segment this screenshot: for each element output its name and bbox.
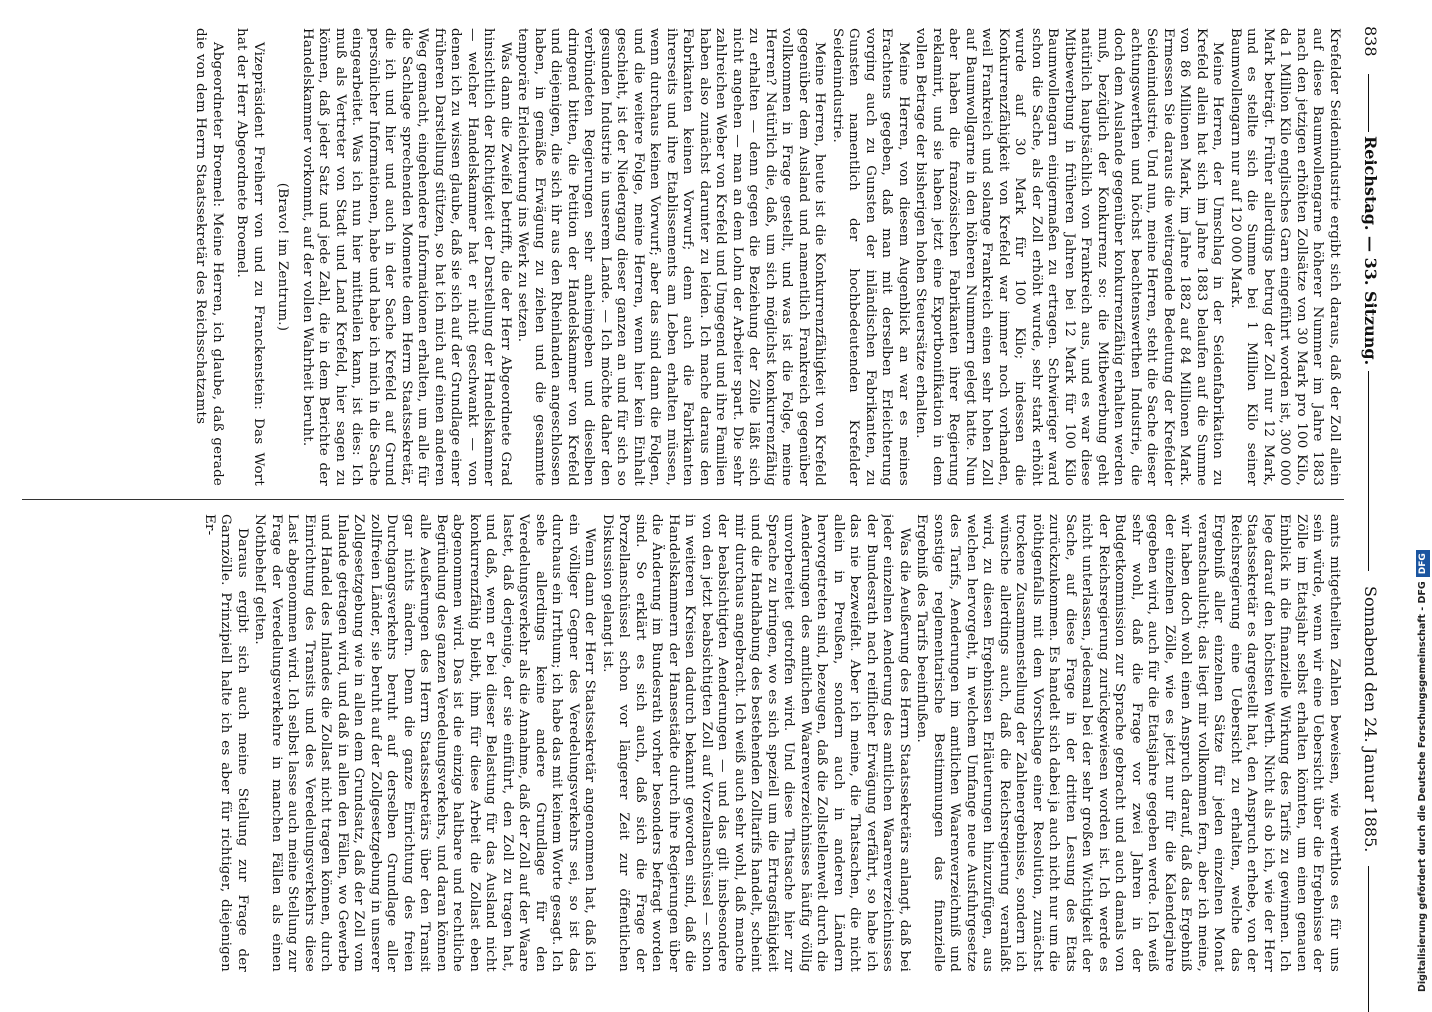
speaker-paragraph: Abgeordneter Broemel: Meine Herren, ich glaube, daß gerade die von dem Herrn Staatssekretär des Reichsschatzamts <box>193 28 225 486</box>
digitization-credit <box>1414 0 1432 1000</box>
session-title: Reichstag. — 33. Sitzung. <box>1361 136 1380 366</box>
page-header <box>1356 26 1380 986</box>
column-divider <box>22 499 1344 500</box>
paragraph: Was die Aeußerung des Herrn Staatssekretärs anlangt, daß bei jeder einzelnen Aenderung des amtlichen Waarenverzeichnisses der Bundesrath nach reiflicher Erwägung verfährt, so habe ich das nie bezweifelt. Aber ich meine, die Thatsachen, die nicht allein in Preußen, sondern auch in anderen Ländern hervorgetreten sind, bezeugen, daß die Zollstellenwelt durch die Aenderungen des amtlichen Waarenverzeichnisses häufig völlig unvorbereitet getroffen wird. Und diese Thatsache hier zur Sprache zu bringen, wo es sich speziell um die Ertragsfähigkeit und die Handhabung des bestehenden Zolltarifs handelt, scheint mir durchaus angebracht. Ich weiß auch sehr wohl, daß manche der beabsichtigten Aenderungen — und das gilt insbesondere von den jetzt beabsichtigten Zoll auf Vorzellanschüssel — schon in weiteren Kreisen dadurch bekannt geworden sind, daß die Handelskammern der Hansestädte durch ihre Regierungen über die Änderung im Bundesrath vorher besonders befragt worden sind. So erklärt es sich auch, daß sich die Frage der Porzellanschüssel schon vor längerer Zeit zur öffentlichen Diskussion gelangt ist. <box>600 514 912 972</box>
paragraph: Krefelder Seidenindustrie ergibt sich daraus, daß der Zoll allein auf diese Baumwollengarne höherer Nummer im Jahre 1883 nach den jetzigen erhöhten Zollsätze von 30 Mark pro 100 Kilo, da 1 Million Kilo englisches Garn eingeführt worden ist, 300 000 Mark beträgt. Früher allerdings betrug der Zoll nur 12 Mark, und es stellte sich die Summe bei 1 Million Kilo seiner Baumwollengarn nur auf 120 000 Mark. <box>1228 28 1342 486</box>
applause-note: (Bravo! im Zentrum.) <box>275 182 291 332</box>
header-rule-right <box>1368 866 1369 1012</box>
right-column <box>20 514 1342 972</box>
page-number: 838 <box>1361 26 1380 57</box>
paragraph: Meine Herren, heute ist die Konkurrenzfähigkeit von Krefeld gegenüber dem Ausland und namentlich Frankreich gegenüber vollkommen in Frage gestellt, und was ist die Folge, meine Herren? Natürlich die, daß, um sich möglichst konkurrenzfähig zu erhalten — denn gegen die Beziehung der Zölle läßt sich nicht angehen — man an dem Lohn der Arbeiter spart. Die sehr zahlreichen Weber von Krefeld und Umgegend und ihre Familien haben also zunächst darunter zu leiden. Ich mache daraus den Fabrikanten keinen Vorwurf; denn auch die Fabrikanten ihrerseits und ihre Etablissements am Leben erhalten müssen, wenn durchaus keinen Vorwurf; aber das sind dann die Folgen, und die weitere Folge, meine Herren, wenn hier kein Einhalt geschieht, ist der Niedergang dieser ganzen an und für sich so gesunden Industrie in unserem Lande. — Ich möchte daher den verbündeten Regierungen sehr anheimgeben und dieselben dringend bitten, die Petition der Handelskammer von Krefeld und diejenigen, die sich ihr aus den Rheinlanden angeschlossen haben, in gemäße Erwägung zu ziehen und die gesammte temporäre Erleichterung ins Werk zu setzen. <box>515 28 828 486</box>
credit-text: Digitalisierung gefördert durch die Deutsche Forschungsgemeinschaft - DFG <box>1417 581 1428 992</box>
paragraph: Meine Herren, der Umschlag in der Seidenfabrikation zu Krefeld allein hat sich im Jahre 1883 belaufen auf die Summe von 86 Millionen Mark, im Jahre 1882 auf 84 Millionen Mark. Ermessen Sie daraus die weitragende Bedeutung der Krefelder Seidenindustrie. Und nun, meine Herren, steht die Sache dieser achtungswerthen und höchst beachtenswerthen Industrie, die doch dem Auslande gegenüber konkurrenzfähig erhalten werden muß, bezüglich der Konkurrenz so: die Mitbewerbung geht natürlich hauptsächlich von Frankreich aus, und es war diese Mitbewerbung in früheren Jahren bei 12 Mark für 100 Kilo Baumwollengarn einigermaßen zu ertragen. Schwieriger ward schon die Sache, als der Zoll erhöht wurde, sehr stark erhöht wurde auf 30 Mark für 100 Kilo; indessen die Konkurrenzfähigkeit von Krefeld war immer noch vorhanden, weil Frankreich und solange Frankreich einen sehr hohen Zoll auf Baumwollgarne in den höheren Nummern gelegt hatte. Nun aber haben die französischen Fabrikanten ihrer Regierung reklamirt, und sie haben jetzt eine Exportbonifikation in dem vollen Betrage der bisherigen hohen Steuersätze erhalten. <box>913 28 1226 486</box>
paragraph: Daraus ergibt sich auch meine Stellung zur Frage der Garnzölle. Prinzipiell halte ich es aber für richtiger, diejenigen Er- <box>202 514 250 972</box>
paragraph: Wenn dann der Herr Staatssekretär angenommen hat, daß ich ein völliger Gegner des Veredelungsverkehrs sei, so ist das durchaus ein Irrthum; ich habe das mit keinem Worte gesagt. Ich sehe allerdings keine andere Grundlage für den Veredelungsverkehr als die Annahme, daß der Zoll auf der Waare lastet, daß derjenige, der sie einführt, den Zoll zu tragen hat, und daß, wenn er bei dieser Belastung für das Ausland nicht konkurrenzfähig bleibt, ihm für diese Arbeit die Zollast eben abgenommen wird. Das ist die einzige haltbare und rechtliche Begründung des ganzen Veredelungsverkehrs, und daran können alle Aeußerungen des Herrn Staatssekretärs über den Transit gar nichts ändern. Denn die ganze Einrichtung des freien Durchgangsverkehrs beruht auf derselben Grundlage aller zollfreien Länder, sie beruht auf der Zollgesetzgebung in unserer Zollgesetzgebung wie in allen dem Grundsatz, daß der Zoll vom Inlande getragen wird, und daß in allen den Fällen, wo Gewerbe und Handel des Inlandes die Zollast nicht tragen können, durch Einrichtung des Transits und des Veredelungsverkehrs diese Last abgenommen wird. Ich selbst lasse auch meine Stellung zur Frage der Veredelungsverkehre in manchen Fällen als einen Nothbehelf gelten. <box>252 514 598 972</box>
left-column <box>20 28 1342 486</box>
paragraph: amts mitgetheilten Zahlen beweisen, wie werthlos es für uns sein würde, wenn wir eine Uebersicht über die Ergebnisse der Zölle im Etatsjahr selbst erhalten könnten, um einen genauen Einblick in die finanzielle Wirkung des Tarifs zu gewinnen. Ich lege darauf den höchsten Werth. Nicht als ob ich, wie der Herr Staatssekretär es dargestellt hat, den Anspruch erhebe, von der Reichsregierung eine Uebersicht zu erhalten, welche das Ergebniß aller einzelnen Sätze für jeden einzelnen Monat veranschaulicht; das liegt mir vollkommen fern, aber ich meine, wir haben doch wohl einen Anspruch darauf, daß das Ergebniß der einzelnen Zölle, wie es jetzt nur für die Kalenderjahre gegeben wird, auch für die Etatsjahre gegeben werde. Ich weiß sehr wohl, daß die Frage vor zwei Jahren in der Budgetkommission zur Sprache gebracht und auch damals von der Reichsregierung zurückgewiesen worden ist. Ich werde es nicht unterlassen, jedesmal bei der sehr großen Wichtigkeit der Sache, auf diese Frage in der dritten Lesung des Etats zurückzukommen. Es handelt sich dabei ja auch nicht nur um die nöthigenfalls mit dem Vorschlage einer Resolution, zunächst trockene Zusammenstellung der Zahlenergebnisse, sondern ich wünsche allerdings auch, daß die Reichsregierung veranlaßt wird, zu diesen Ergebnissen Erläuterungen hinzuzufügen, aus welchen hervorgeht, in welchem Umfange neue Ausfuhrgesetze des Tarifs, Aenderungen im amtlichen Waarenverzeichniß und sonstige reglementarische Bestimmungen das finanzielle Ergebniß des Tarifs beeinflußen. <box>914 514 1342 972</box>
paragraph: Meine Herren, von diesem Augenblick an war es meines Erachtens gegeben, daß man mit derselben Erleichterung vorging auch zu Gunsten der inländischen Fabrikanten, zu Gunsten namentlich der hochbedeutenden Krefelder Seidenindustrie. <box>830 28 911 486</box>
session-date: Sonnabend den 24. Januar 1885. <box>1361 586 1380 853</box>
paragraph: Was dann die Zweifel betrifft, die der Herr Abgeordnete Grad hinsichtlich der Richtigkeit der Darstellung der Handelskammer — welcher Handelskammer hat er nicht geschwankt — von denen ich zu wissen glaube, daß sie sich auf der Grundlage einer früheren Darstellung stützen, so hat ich mich auf einen anderen Weg gemacht, eingehendere Informationen erhalten, um alle für die Sachlage sprechenden Momente dem Herrn Staatssekretär, die ich und hier und auch in der Sache Krefeld auf Grund persönlicher Informationen, habe und habe ich mich in die Sache eingearbeitet. Was ich nun hier mittheilen kann, ist dies: Ich muß als Vertreter von Stadt und Land Krefeld, hier sagen zu können, daß jeder Satz und jede Zahl, die in dem Berichte der Handelskammer vorkommt, auf der vollen Wahrheit beruht. <box>300 28 513 486</box>
header-rule-mid <box>1368 371 1369 571</box>
header-rule-left <box>1368 74 1369 132</box>
dfg-logo: DFG <box>1416 550 1430 577</box>
speaker-paragraph: Vizepräsident Freiherr von und zu Franckenstein: Das Wort hat der Herr Abgeordnete Broemel. <box>234 28 266 486</box>
